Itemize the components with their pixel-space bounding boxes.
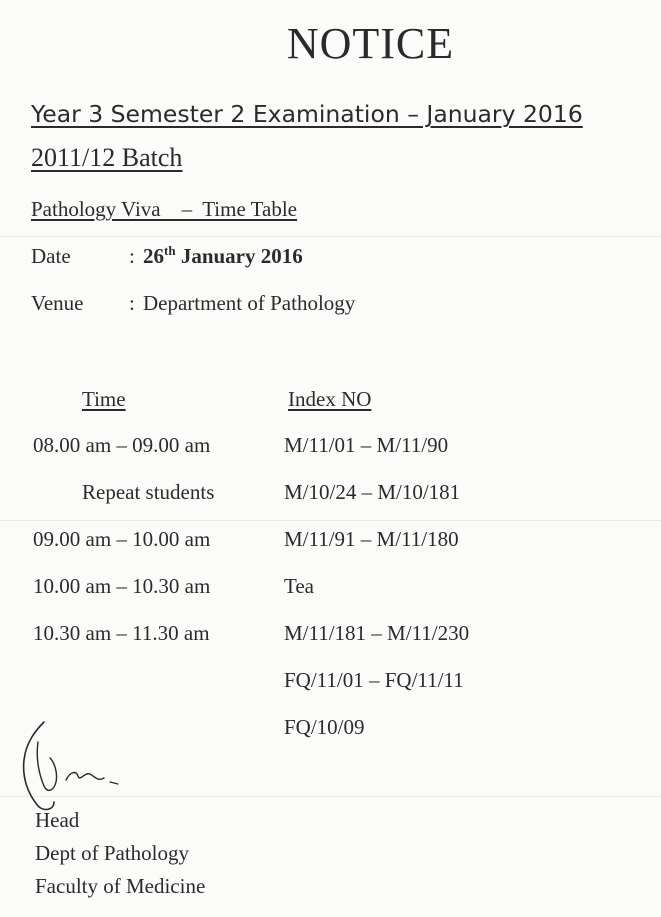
table-row-index: FQ/11/01 – FQ/11/11: [284, 668, 464, 692]
table-row-time: 10.00 am – 10.30 am: [33, 574, 211, 598]
date-value: [143, 244, 303, 268]
signatory-department: Dept of Pathology: [35, 841, 189, 865]
venue-separator: :: [129, 291, 135, 315]
paper-fold-line: [0, 236, 661, 237]
notice-title: NOTICE: [286, 19, 455, 68]
exam-heading: Year 3 Semester 2 Examination – January 2016: [31, 100, 583, 128]
table-row-time: 09.00 am – 10.00 am: [33, 527, 211, 551]
table-row-index: FQ/10/09: [284, 715, 365, 739]
table-row-index: M/11/181 – M/11/230: [284, 621, 470, 645]
signatory-title: Head: [35, 808, 80, 832]
time-column-header: Time: [82, 387, 126, 411]
table-row-time: 10.30 am – 11.30 am: [33, 621, 210, 645]
date-label: Date: [31, 244, 71, 268]
table-row-index: M/11/91 – M/11/180: [284, 527, 459, 551]
signatory-faculty: Faculty of Medicine: [35, 874, 206, 898]
date-rest: January 2016: [175, 244, 303, 268]
venue-value: Department of Pathology: [143, 291, 356, 315]
table-row-time: 08.00 am – 09.00 am: [33, 433, 211, 457]
batch-heading: 2011/12 Batch: [31, 143, 183, 172]
table-row-index: Tea: [284, 574, 315, 598]
paper-fold-line: [0, 520, 661, 521]
table-row-index: M/10/24 – M/10/181: [284, 480, 461, 504]
signature-image: [14, 712, 144, 822]
venue-row: [31, 291, 355, 316]
table-row-index: M/11/01 – M/11/90: [284, 433, 449, 457]
date-suffix: th: [164, 243, 176, 258]
venue-label: Venue: [31, 291, 84, 315]
date-day: 26: [143, 244, 164, 268]
table-row-time: Repeat students: [82, 480, 215, 504]
subject-heading: Pathology Viva – Time Table: [31, 197, 298, 221]
date-separator: :: [129, 244, 135, 268]
index-column-header: Index NO: [288, 387, 372, 411]
date-row: [31, 244, 303, 269]
